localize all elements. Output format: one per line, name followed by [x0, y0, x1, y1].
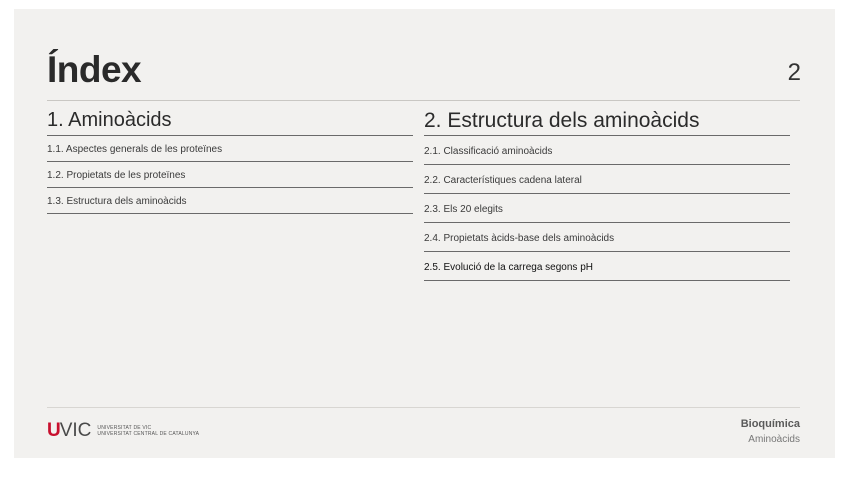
toc-item-1-1[interactable]: 1.1. Aspectes generals de les proteïnes [47, 136, 413, 162]
uvic-logo [47, 421, 199, 441]
toc-item-1-2[interactable]: 1.2. Propietats de les proteïnes [47, 162, 413, 188]
toc-item-2-2[interactable]: 2.2. Característiques cadena lateral [424, 165, 790, 194]
logo-vic: VIC [59, 420, 92, 441]
logo-line-1: UNIVERSITAT DE VIC [97, 425, 152, 431]
logo-text [97, 425, 199, 437]
page-number: 2 [787, 59, 801, 86]
toc-item-2-5[interactable]: 2.5. Evolució de la carrega segons pH [424, 252, 790, 281]
logo-line-2: UNIVERSITAT CENTRAL DE CATALUNYA [97, 431, 200, 437]
section-heading: 1. Aminoàcids [47, 106, 413, 136]
section-aminoacids [47, 106, 413, 214]
footer-divider [47, 407, 800, 408]
course-topic: Aminoàcids [748, 434, 800, 445]
course-info [741, 417, 800, 448]
slide [14, 9, 835, 458]
uvic-logo-mark [47, 421, 91, 441]
course-name: Bioquímica [740, 418, 800, 430]
toc-item-2-3[interactable]: 2.3. Els 20 elegits [424, 194, 790, 223]
section-estructura [424, 106, 790, 281]
toc-item-1-3[interactable]: 1.3. Estructura dels aminoàcids [47, 188, 413, 214]
section-heading: 2. Estructura dels aminoàcids [424, 106, 790, 136]
toc-item-2-4[interactable]: 2.4. Propietats àcids-base dels aminoàcids [424, 223, 790, 252]
title-divider [47, 100, 800, 101]
toc-item-2-1[interactable]: 2.1. Classificació aminoàcids [424, 136, 790, 165]
logo-u: U [47, 420, 60, 441]
slide-title: Índex [47, 49, 142, 90]
